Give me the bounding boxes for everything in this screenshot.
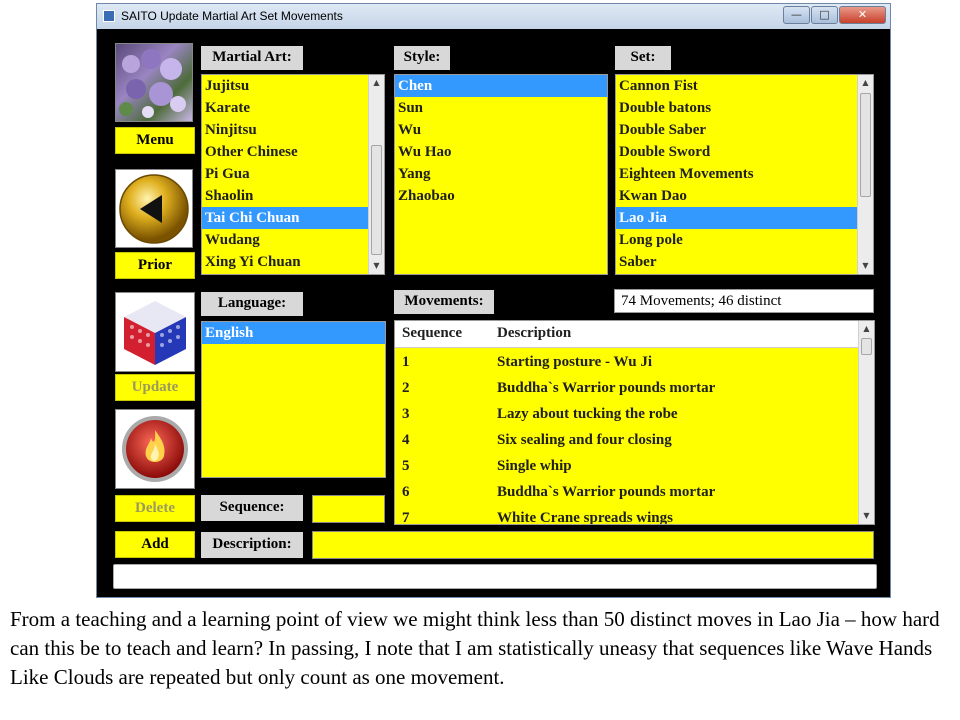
- scroll-up-icon[interactable]: ▲: [862, 78, 869, 87]
- style-item[interactable]: Wu: [398, 122, 422, 138]
- martial-art-item[interactable]: Tai Chi Chuan: [202, 207, 384, 229]
- set-item[interactable]: Double Saber: [619, 122, 707, 138]
- language-item[interactable]: English: [202, 322, 385, 344]
- set-item[interactable]: Saber: [619, 254, 657, 270]
- status-bar: [113, 564, 877, 589]
- sequence-cell: 4: [402, 432, 410, 448]
- description-cell: Single whip: [497, 458, 572, 474]
- app-icon: [103, 10, 115, 22]
- delete-button[interactable]: Delete: [115, 495, 195, 522]
- table-row[interactable]: [395, 505, 874, 525]
- window-title: SAITO Update Martial Art Set Movements: [121, 9, 343, 23]
- movements-scrollbar[interactable]: [858, 321, 874, 524]
- martial-art-scrollbar[interactable]: [368, 75, 384, 274]
- style-item[interactable]: Sun: [398, 100, 424, 116]
- style-item[interactable]: Zhaobao: [398, 188, 455, 204]
- description-cell: Buddha`s Warrior pounds mortar: [497, 484, 716, 500]
- table-row[interactable]: [395, 479, 874, 505]
- scroll-thumb[interactable]: [860, 93, 871, 197]
- set-scrollbar[interactable]: [857, 75, 873, 274]
- description-input[interactable]: [312, 531, 874, 559]
- wisteria-flowers-icon: [116, 44, 192, 121]
- table-row[interactable]: [395, 401, 874, 427]
- menu-image[interactable]: [115, 43, 193, 122]
- set-item[interactable]: Kwan Dao: [619, 188, 687, 204]
- sequence-cell: 5: [402, 458, 410, 474]
- martial-art-label: Martial Art:: [201, 46, 303, 70]
- prior-image[interactable]: [115, 169, 193, 248]
- sequence-cell: 6: [402, 484, 410, 500]
- set-label: Set:: [615, 46, 671, 70]
- martial-art-item[interactable]: Ninjitsu: [205, 122, 257, 138]
- title-bar[interactable]: [97, 4, 890, 29]
- sequence-cell: 3: [402, 406, 410, 422]
- table-row[interactable]: [395, 427, 874, 453]
- scroll-up-icon[interactable]: ▲: [863, 324, 870, 333]
- description-label: Description:: [201, 532, 303, 558]
- movements-grid[interactable]: [394, 320, 875, 525]
- sequence-cell: 2: [402, 380, 410, 396]
- table-row[interactable]: [395, 453, 874, 479]
- cube-icon: [116, 293, 194, 371]
- sequence-cell: 7: [402, 510, 410, 525]
- table-row[interactable]: [395, 349, 874, 375]
- table-row[interactable]: [395, 375, 874, 401]
- back-arrow-orb-icon: [116, 170, 192, 247]
- prior-button[interactable]: Prior: [115, 252, 195, 279]
- set-item[interactable]: Eighteen Movements: [619, 166, 754, 182]
- set-item[interactable]: Cannon Fist: [619, 78, 698, 94]
- add-button[interactable]: Add: [115, 531, 195, 558]
- description-cell: Starting posture - Wu Ji: [497, 354, 653, 370]
- martial-art-item[interactable]: Other Chinese: [205, 144, 298, 160]
- grid-header: [395, 321, 874, 348]
- martial-art-item[interactable]: Shaolin: [205, 188, 254, 204]
- description-cell: Six sealing and four closing: [497, 432, 672, 448]
- delete-image[interactable]: [115, 409, 195, 489]
- close-button[interactable]: ✕: [839, 6, 886, 24]
- style-item[interactable]: Yang: [398, 166, 431, 182]
- scroll-up-icon[interactable]: ▲: [373, 78, 380, 87]
- scroll-down-icon[interactable]: ▼: [862, 261, 869, 270]
- set-item[interactable]: Double Sword: [619, 144, 711, 160]
- app-window: [96, 3, 891, 598]
- set-item[interactable]: Lao Jia: [616, 207, 873, 229]
- update-button[interactable]: Update: [115, 374, 195, 401]
- martial-art-list[interactable]: [201, 74, 385, 275]
- movements-summary: 74 Movements; 46 distinct: [614, 289, 874, 313]
- style-item[interactable]: Chen: [395, 75, 607, 97]
- fire-icon: [116, 410, 194, 488]
- language-label: Language:: [201, 292, 303, 316]
- martial-art-item[interactable]: Xing Yi Chuan: [205, 254, 301, 270]
- martial-art-item[interactable]: Wudang: [205, 232, 260, 248]
- scroll-thumb[interactable]: [861, 338, 872, 355]
- style-item[interactable]: Wu Hao: [398, 144, 452, 160]
- set-item[interactable]: Double batons: [619, 100, 712, 116]
- movements-label: Movements:: [394, 290, 494, 314]
- scroll-down-icon[interactable]: ▼: [373, 261, 380, 270]
- style-list[interactable]: [394, 74, 608, 275]
- description-cell: Lazy about tucking the robe: [497, 406, 678, 422]
- minimize-button[interactable]: —: [783, 6, 810, 24]
- menu-button[interactable]: Menu: [115, 127, 195, 154]
- update-image[interactable]: [115, 292, 195, 372]
- description-cell: Buddha`s Warrior pounds mortar: [497, 380, 716, 396]
- martial-art-item[interactable]: Jujitsu: [205, 78, 250, 94]
- sequence-label: Sequence:: [201, 495, 303, 521]
- scroll-down-icon[interactable]: ▼: [863, 511, 870, 520]
- martial-art-item[interactable]: Pi Gua: [205, 166, 250, 182]
- style-label: Style:: [394, 46, 450, 70]
- col-sequence-header[interactable]: Sequence: [402, 325, 462, 341]
- set-list[interactable]: [615, 74, 874, 275]
- sequence-cell: 1: [402, 354, 410, 370]
- language-list[interactable]: [201, 321, 386, 478]
- set-item[interactable]: Long pole: [619, 232, 683, 248]
- martial-art-item[interactable]: Karate: [205, 100, 250, 116]
- description-cell: White Crane spreads wings: [497, 510, 673, 525]
- col-description-header[interactable]: Description: [497, 325, 572, 341]
- maximize-button[interactable]: □: [811, 6, 838, 24]
- scroll-thumb[interactable]: [371, 145, 382, 255]
- caption-text: From a teaching and a learning point of view we might think less than 50 distinct moves in Lao Jia – how hard can this be to teach and learn? In passing, I note that I am statistically uneasy that sequences like Wave Hands Like Clouds are repeated but only count as one movement.: [10, 607, 940, 689]
- sequence-input[interactable]: [312, 495, 385, 523]
